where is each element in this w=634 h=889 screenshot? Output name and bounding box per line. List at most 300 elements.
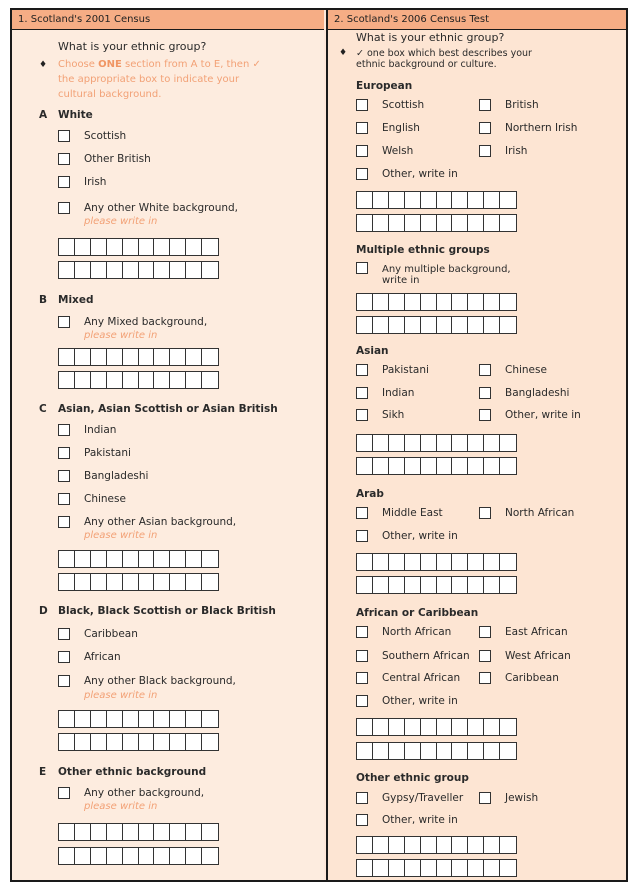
- write-in-cell[interactable]: [421, 294, 437, 310]
- write-in-cell[interactable]: [500, 458, 516, 474]
- write-in-cell[interactable]: [452, 317, 468, 333]
- write-in-cell[interactable]: [373, 215, 389, 231]
- write-in-cell[interactable]: [202, 239, 218, 255]
- write-in-cell[interactable]: [139, 551, 155, 567]
- write-in-cell[interactable]: [500, 554, 516, 570]
- write-in-cell[interactable]: [452, 719, 468, 735]
- checkbox-pakistani[interactable]: [58, 447, 70, 459]
- write-in-cell[interactable]: [421, 719, 437, 735]
- write-in-cell[interactable]: [107, 824, 123, 840]
- checkbox-chinese[interactable]: [479, 364, 491, 376]
- write-in-cell[interactable]: [500, 860, 516, 876]
- write-in-cell[interactable]: [59, 711, 75, 727]
- write-in-cell[interactable]: [154, 711, 170, 727]
- write-in-cell[interactable]: [202, 848, 218, 864]
- checkbox-central-african[interactable]: [356, 672, 368, 684]
- write-in-field[interactable]: [356, 576, 517, 594]
- checkbox-other-european[interactable]: [356, 168, 368, 180]
- write-in-field[interactable]: [356, 718, 517, 736]
- write-in-cell[interactable]: [373, 192, 389, 208]
- write-in-cell[interactable]: [405, 317, 421, 333]
- checkbox-southern-african[interactable]: [356, 650, 368, 662]
- write-in-field[interactable]: [58, 261, 219, 279]
- write-in-field[interactable]: [58, 847, 219, 865]
- checkbox-irish[interactable]: [479, 145, 491, 157]
- write-in-cell[interactable]: [357, 743, 373, 759]
- write-in-cell[interactable]: [500, 192, 516, 208]
- write-in-field[interactable]: [356, 293, 517, 311]
- write-in-cell[interactable]: [75, 574, 91, 590]
- section-letter-d: D: [39, 605, 48, 617]
- write-in-cell[interactable]: [107, 372, 123, 388]
- write-in-cell[interactable]: [500, 719, 516, 735]
- write-in-cell[interactable]: [484, 215, 500, 231]
- write-in-cell[interactable]: [186, 349, 202, 365]
- write-in-cell[interactable]: [91, 824, 107, 840]
- checkbox-gypsy-traveller[interactable]: [356, 792, 368, 804]
- checkbox-other-asian[interactable]: [479, 409, 491, 421]
- write-in-cell[interactable]: [186, 848, 202, 864]
- write-in-cell[interactable]: [468, 577, 484, 593]
- write-in-cell[interactable]: [405, 837, 421, 853]
- write-in-field[interactable]: [356, 742, 517, 760]
- write-in-cell[interactable]: [452, 837, 468, 853]
- write-in-cell[interactable]: [202, 262, 218, 278]
- write-in-cell[interactable]: [123, 372, 139, 388]
- write-in-field[interactable]: [58, 371, 219, 389]
- census-comparison-form: [10, 8, 628, 882]
- write-in-cell[interactable]: [357, 837, 373, 853]
- write-in-cell[interactable]: [107, 574, 123, 590]
- checkbox-other-british[interactable]: [58, 153, 70, 165]
- write-in-cell[interactable]: [421, 317, 437, 333]
- write-in-cell[interactable]: [500, 317, 516, 333]
- write-in-cell[interactable]: [139, 848, 155, 864]
- write-in-cell[interactable]: [123, 349, 139, 365]
- write-in-cell[interactable]: [59, 239, 75, 255]
- write-in-cell[interactable]: [357, 192, 373, 208]
- write-in-cell[interactable]: [468, 435, 484, 451]
- write-in-cell[interactable]: [202, 574, 218, 590]
- checkbox-jewish[interactable]: [479, 792, 491, 804]
- write-in-cell[interactable]: [170, 734, 186, 750]
- write-in-cell[interactable]: [139, 239, 155, 255]
- checkbox-caribbean[interactable]: [58, 628, 70, 640]
- checkbox-scottish[interactable]: [58, 130, 70, 142]
- write-in-field[interactable]: [58, 733, 219, 751]
- section-title-asian: Asian: [356, 345, 389, 357]
- write-in-cell[interactable]: [405, 294, 421, 310]
- write-in-cell[interactable]: [59, 349, 75, 365]
- write-in-cell[interactable]: [154, 734, 170, 750]
- checkbox-indian[interactable]: [58, 424, 70, 436]
- checkbox-irish[interactable]: [58, 176, 70, 188]
- write-in-cell[interactable]: [500, 294, 516, 310]
- write-in-cell[interactable]: [468, 554, 484, 570]
- write-in-cell[interactable]: [437, 317, 453, 333]
- write-in-cell[interactable]: [202, 349, 218, 365]
- write-in-cell[interactable]: [357, 294, 373, 310]
- write-in-field[interactable]: [356, 457, 517, 475]
- checkbox-caribbean[interactable]: [479, 672, 491, 684]
- checkbox-indian[interactable]: [356, 387, 368, 399]
- write-in-cell[interactable]: [170, 372, 186, 388]
- write-in-cell[interactable]: [123, 848, 139, 864]
- checkbox-other-white[interactable]: [58, 202, 70, 214]
- write-in-cell[interactable]: [202, 551, 218, 567]
- write-in-cell[interactable]: [484, 294, 500, 310]
- write-in-cell[interactable]: [59, 551, 75, 567]
- write-in-cell[interactable]: [484, 192, 500, 208]
- write-in-cell[interactable]: [154, 349, 170, 365]
- write-in-cell[interactable]: [405, 719, 421, 735]
- write-in-cell[interactable]: [484, 577, 500, 593]
- write-in-cell[interactable]: [389, 435, 405, 451]
- write-in-cell[interactable]: [170, 239, 186, 255]
- write-in-cell[interactable]: [202, 711, 218, 727]
- write-in-cell[interactable]: [389, 294, 405, 310]
- option-label-write-in: write in: [382, 275, 420, 286]
- write-in-cell[interactable]: [484, 719, 500, 735]
- write-in-cell[interactable]: [373, 294, 389, 310]
- write-in-cell[interactable]: [357, 435, 373, 451]
- checkbox-northern-irish[interactable]: [479, 122, 491, 134]
- write-in-cell[interactable]: [405, 860, 421, 876]
- option-label-welsh: Welsh: [382, 145, 414, 157]
- write-in-cell[interactable]: [437, 860, 453, 876]
- write-in-cell[interactable]: [468, 837, 484, 853]
- write-in-cell[interactable]: [75, 262, 91, 278]
- write-in-cell[interactable]: [421, 860, 437, 876]
- write-in-cell[interactable]: [123, 239, 139, 255]
- write-in-cell[interactable]: [500, 743, 516, 759]
- write-in-cell[interactable]: [452, 192, 468, 208]
- write-in-cell[interactable]: [373, 458, 389, 474]
- write-in-field[interactable]: [58, 550, 219, 568]
- write-in-cell[interactable]: [437, 743, 453, 759]
- write-in-cell[interactable]: [421, 554, 437, 570]
- write-in-cell[interactable]: [154, 551, 170, 567]
- checkbox-welsh[interactable]: [356, 145, 368, 157]
- write-in-cell[interactable]: [468, 860, 484, 876]
- checkbox-any-other[interactable]: [58, 787, 70, 799]
- write-in-cell[interactable]: [170, 824, 186, 840]
- write-in-cell[interactable]: [484, 435, 500, 451]
- write-in-cell[interactable]: [91, 551, 107, 567]
- write-in-cell[interactable]: [373, 554, 389, 570]
- write-in-cell[interactable]: [202, 372, 218, 388]
- write-in-cell[interactable]: [373, 743, 389, 759]
- write-in-cell[interactable]: [170, 262, 186, 278]
- write-in-cell[interactable]: [357, 554, 373, 570]
- write-in-cell[interactable]: [139, 372, 155, 388]
- write-in-cell[interactable]: [75, 824, 91, 840]
- write-in-cell[interactable]: [421, 458, 437, 474]
- write-in-cell[interactable]: [75, 239, 91, 255]
- checkbox-pakistani[interactable]: [356, 364, 368, 376]
- write-in-cell[interactable]: [357, 458, 373, 474]
- section-title-arab: Arab: [356, 488, 384, 500]
- write-in-field[interactable]: [356, 859, 517, 877]
- section-title-mixed: Mixed: [58, 294, 94, 306]
- write-in-cell[interactable]: [154, 574, 170, 590]
- write-in-cell[interactable]: [437, 837, 453, 853]
- write-in-cell[interactable]: [389, 837, 405, 853]
- write-in-cell[interactable]: [75, 349, 91, 365]
- write-in-field[interactable]: [356, 316, 517, 334]
- write-in-cell[interactable]: [389, 215, 405, 231]
- write-in-cell[interactable]: [154, 262, 170, 278]
- write-in-cell[interactable]: [389, 860, 405, 876]
- checkbox-african[interactable]: [58, 651, 70, 663]
- write-in-cell[interactable]: [421, 215, 437, 231]
- write-in-cell[interactable]: [59, 824, 75, 840]
- checkbox-any-mixed[interactable]: [58, 316, 70, 328]
- write-in-field[interactable]: [58, 238, 219, 256]
- write-in-cell[interactable]: [500, 435, 516, 451]
- write-in-cell[interactable]: [357, 719, 373, 735]
- write-in-cell[interactable]: [91, 262, 107, 278]
- write-in-cell[interactable]: [139, 824, 155, 840]
- write-in-field[interactable]: [58, 348, 219, 366]
- write-in-cell[interactable]: [154, 372, 170, 388]
- write-in-cell[interactable]: [405, 458, 421, 474]
- write-in-cell[interactable]: [75, 372, 91, 388]
- write-in-field[interactable]: [356, 434, 517, 452]
- checkbox-other-black[interactable]: [58, 675, 70, 687]
- write-in-cell[interactable]: [170, 711, 186, 727]
- section-title-other: Other ethnic background: [58, 766, 207, 778]
- write-in-cell[interactable]: [405, 215, 421, 231]
- write-in-cell[interactable]: [484, 317, 500, 333]
- write-in-cell[interactable]: [91, 734, 107, 750]
- write-in-cell[interactable]: [59, 372, 75, 388]
- write-in-cell[interactable]: [139, 262, 155, 278]
- write-in-cell[interactable]: [389, 719, 405, 735]
- write-in-cell[interactable]: [154, 824, 170, 840]
- write-in-cell[interactable]: [59, 848, 75, 864]
- write-in-cell[interactable]: [107, 349, 123, 365]
- checkbox-sikh[interactable]: [356, 409, 368, 421]
- write-in-cell[interactable]: [421, 577, 437, 593]
- write-in-cell[interactable]: [373, 435, 389, 451]
- write-in-cell[interactable]: [452, 458, 468, 474]
- write-in-field[interactable]: [356, 191, 517, 209]
- write-in-cell[interactable]: [421, 435, 437, 451]
- instruction-text: ✓ one box which best describes your ethnic background or culture.: [356, 48, 532, 70]
- section-letter-c: C: [39, 403, 47, 415]
- write-in-cell[interactable]: [139, 349, 155, 365]
- write-in-cell[interactable]: [357, 215, 373, 231]
- write-in-cell[interactable]: [389, 577, 405, 593]
- write-in-cell[interactable]: [186, 824, 202, 840]
- write-in-cell[interactable]: [107, 262, 123, 278]
- write-in-cell[interactable]: [421, 837, 437, 853]
- write-in-cell[interactable]: [468, 192, 484, 208]
- write-in-cell[interactable]: [170, 349, 186, 365]
- write-in-cell[interactable]: [139, 734, 155, 750]
- write-in-cell[interactable]: [468, 719, 484, 735]
- write-in-cell[interactable]: [123, 262, 139, 278]
- write-in-cell[interactable]: [186, 262, 202, 278]
- checkbox-scottish[interactable]: [356, 99, 368, 111]
- write-in-cell[interactable]: [186, 551, 202, 567]
- write-in-cell[interactable]: [139, 574, 155, 590]
- write-in-cell[interactable]: [186, 239, 202, 255]
- write-in-cell[interactable]: [389, 192, 405, 208]
- write-in-cell[interactable]: [500, 577, 516, 593]
- checkbox-other-arab[interactable]: [356, 530, 368, 542]
- write-in-cell[interactable]: [437, 554, 453, 570]
- write-in-cell[interactable]: [421, 192, 437, 208]
- option-label-bangladeshi: Bangladeshi: [84, 470, 149, 482]
- write-in-cell[interactable]: [202, 824, 218, 840]
- write-in-cell[interactable]: [405, 743, 421, 759]
- write-in-field[interactable]: [356, 553, 517, 571]
- write-in-field[interactable]: [58, 710, 219, 728]
- checkbox-bangladeshi[interactable]: [479, 387, 491, 399]
- section-title-european: European: [356, 80, 413, 92]
- write-in-cell[interactable]: [468, 215, 484, 231]
- write-in-cell[interactable]: [452, 294, 468, 310]
- checkbox-middle-east[interactable]: [356, 507, 368, 519]
- write-in-cell[interactable]: [405, 554, 421, 570]
- write-in-cell[interactable]: [75, 734, 91, 750]
- write-in-cell[interactable]: [357, 317, 373, 333]
- write-in-cell[interactable]: [123, 574, 139, 590]
- write-in-cell[interactable]: [389, 458, 405, 474]
- checkbox-chinese[interactable]: [58, 493, 70, 505]
- write-in-cell[interactable]: [500, 837, 516, 853]
- write-in-cell[interactable]: [405, 577, 421, 593]
- checkbox-north-african[interactable]: [479, 507, 491, 519]
- write-in-cell[interactable]: [421, 743, 437, 759]
- bullet-diamond-icon: ♦: [39, 60, 48, 70]
- write-in-cell[interactable]: [437, 294, 453, 310]
- write-in-cell[interactable]: [91, 372, 107, 388]
- checkbox-other-african[interactable]: [356, 695, 368, 707]
- write-in-cell[interactable]: [186, 711, 202, 727]
- write-in-field[interactable]: [58, 823, 219, 841]
- write-in-cell[interactable]: [139, 711, 155, 727]
- option-label-central-african: Central African: [382, 672, 461, 684]
- write-in-cell[interactable]: [91, 349, 107, 365]
- write-in-cell[interactable]: [437, 192, 453, 208]
- write-in-cell[interactable]: [452, 860, 468, 876]
- write-in-cell[interactable]: [107, 239, 123, 255]
- write-in-cell[interactable]: [373, 577, 389, 593]
- write-in-cell[interactable]: [186, 574, 202, 590]
- write-in-cell[interactable]: [452, 577, 468, 593]
- write-in-cell[interactable]: [154, 239, 170, 255]
- write-in-cell[interactable]: [107, 734, 123, 750]
- write-in-cell[interactable]: [468, 294, 484, 310]
- write-in-cell[interactable]: [373, 837, 389, 853]
- checkbox-west-african[interactable]: [479, 650, 491, 662]
- write-in-cell[interactable]: [170, 551, 186, 567]
- write-in-cell[interactable]: [373, 719, 389, 735]
- checkbox-east-african[interactable]: [479, 626, 491, 638]
- write-in-cell[interactable]: [452, 215, 468, 231]
- option-label-other-asian: Other, write in: [505, 409, 581, 421]
- write-in-cell[interactable]: [186, 372, 202, 388]
- write-in-cell[interactable]: [154, 848, 170, 864]
- write-in-cell[interactable]: [91, 239, 107, 255]
- panel-header-2001: 1. Scotland's 2001 Census: [12, 10, 324, 30]
- write-in-cell[interactable]: [75, 711, 91, 727]
- option-label-other-arab: Other, write in: [382, 530, 458, 542]
- write-in-cell[interactable]: [107, 551, 123, 567]
- write-in-cell[interactable]: [186, 734, 202, 750]
- write-in-cell[interactable]: [123, 551, 139, 567]
- write-in-cell[interactable]: [75, 551, 91, 567]
- checkbox-north-african[interactable]: [356, 626, 368, 638]
- write-in-cell[interactable]: [170, 574, 186, 590]
- write-in-field[interactable]: [58, 573, 219, 591]
- write-in-cell[interactable]: [484, 860, 500, 876]
- write-in-cell[interactable]: [452, 435, 468, 451]
- write-in-cell[interactable]: [389, 743, 405, 759]
- checkbox-english[interactable]: [356, 122, 368, 134]
- write-in-cell[interactable]: [91, 848, 107, 864]
- checkbox-british[interactable]: [479, 99, 491, 111]
- write-in-cell[interactable]: [452, 554, 468, 570]
- write-in-cell[interactable]: [59, 734, 75, 750]
- write-in-cell[interactable]: [437, 577, 453, 593]
- write-in-cell[interactable]: [500, 215, 516, 231]
- write-in-field[interactable]: [356, 836, 517, 854]
- write-in-cell[interactable]: [123, 824, 139, 840]
- write-in-cell[interactable]: [468, 458, 484, 474]
- write-in-cell[interactable]: [202, 734, 218, 750]
- write-in-cell[interactable]: [468, 743, 484, 759]
- write-in-cell[interactable]: [373, 317, 389, 333]
- write-in-cell[interactable]: [452, 743, 468, 759]
- write-in-cell[interactable]: [389, 554, 405, 570]
- write-in-cell[interactable]: [357, 860, 373, 876]
- write-in-cell[interactable]: [484, 837, 500, 853]
- write-in-cell[interactable]: [437, 719, 453, 735]
- checkbox-other-asian[interactable]: [58, 516, 70, 528]
- write-in-cell[interactable]: [123, 734, 139, 750]
- write-in-cell[interactable]: [389, 317, 405, 333]
- write-in-cell[interactable]: [468, 317, 484, 333]
- write-in-cell[interactable]: [170, 848, 186, 864]
- write-in-cell[interactable]: [484, 554, 500, 570]
- write-in-cell[interactable]: [91, 711, 107, 727]
- write-in-cell[interactable]: [107, 848, 123, 864]
- write-in-cell[interactable]: [405, 192, 421, 208]
- write-in-cell[interactable]: [123, 711, 139, 727]
- write-in-cell[interactable]: [437, 215, 453, 231]
- checkbox-other-group[interactable]: [356, 814, 368, 826]
- write-in-cell[interactable]: [484, 458, 500, 474]
- write-in-field[interactable]: [356, 214, 517, 232]
- checkbox-bangladeshi[interactable]: [58, 470, 70, 482]
- write-in-cell[interactable]: [59, 262, 75, 278]
- write-in-cell[interactable]: [484, 743, 500, 759]
- write-in-cell[interactable]: [75, 848, 91, 864]
- write-in-cell[interactable]: [357, 577, 373, 593]
- write-in-cell[interactable]: [107, 711, 123, 727]
- write-in-cell[interactable]: [437, 435, 453, 451]
- checkbox-any-multiple[interactable]: [356, 262, 368, 274]
- write-in-cell[interactable]: [59, 574, 75, 590]
- write-in-cell[interactable]: [91, 574, 107, 590]
- write-in-cell[interactable]: [405, 435, 421, 451]
- write-in-cell[interactable]: [373, 860, 389, 876]
- write-in-cell[interactable]: [437, 458, 453, 474]
